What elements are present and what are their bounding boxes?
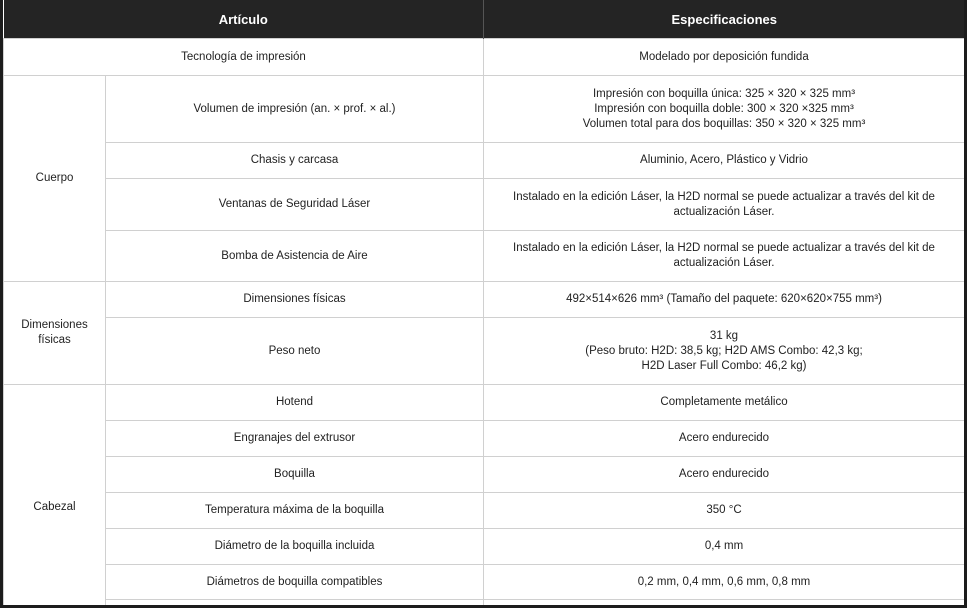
value-line: Instalado en la edición Láser, la H2D normal se puede actualizar a través del kit de: [513, 242, 935, 254]
row-value: Acero endurecido: [484, 421, 965, 457]
value-line: H2D Laser Full Combo: 46,2 kg): [641, 359, 807, 372]
value-line: Instalado en la edición Láser, la H2D normal se puede actualizar a través del kit de: [513, 190, 935, 203]
row-value: Aluminio, Acero, Plástico y Vidrio: [484, 143, 965, 179]
table-row-boquilla: [4, 457, 965, 493]
column-header-spec: Especificaciones: [484, 0, 965, 39]
group-label-dimensiones: [4, 282, 106, 385]
row-value: 0,2 mm, 0,4 mm, 0,6 mm, 0,8 mm: [484, 565, 965, 600]
group-label-cuerpo: Cuerpo: [4, 76, 106, 282]
row-value: 0,4 mm: [484, 529, 965, 565]
row-value: Acero endurecido: [484, 457, 965, 493]
value-line: actualización Láser.: [673, 257, 775, 269]
table-row-ventanas: [4, 179, 965, 231]
row-label: Volumen de impresión (an. × prof. × al.): [106, 76, 484, 143]
row-label: [106, 600, 484, 608]
row-value: [484, 179, 965, 231]
table-row-temperatura: [4, 493, 965, 529]
table-row-bomba: [4, 231, 965, 282]
table-row-hotend: [4, 385, 965, 421]
row-label: Bomba de Asistencia de Aire: [106, 231, 484, 282]
table-row-partial: [4, 600, 965, 608]
table-row-volumen: [4, 76, 965, 143]
row-value: 350 °C: [484, 493, 965, 529]
group-label-line: Dimensiones: [21, 319, 88, 331]
row-label: Boquilla: [106, 457, 484, 493]
value-line: Impresión con boquilla única: 325 × 320 × 325 mm³: [592, 87, 856, 100]
spec-table: [3, 0, 965, 608]
column-header-item: Artículo: [4, 0, 484, 39]
table-row-diametro: [4, 529, 965, 565]
table-row-dimensiones-fisicas: [4, 282, 965, 318]
row-label: Engranajes del extrusor: [106, 421, 484, 457]
row-value: [484, 231, 965, 282]
row-label: Ventanas de Seguridad Láser: [106, 179, 484, 231]
value-line: 31 kg: [709, 329, 739, 342]
table-row-engranajes: [4, 421, 965, 457]
row-value: [484, 318, 965, 385]
row-label: Peso neto: [106, 318, 484, 385]
table-row-chasis: [4, 143, 965, 179]
row-label: Chasis y carcasa: [106, 143, 484, 179]
value-line: actualización Láser.: [673, 205, 775, 218]
value-line: (Peso bruto: H2D: 38,5 kg; H2D AMS Combo: 42,3 kg;: [585, 344, 863, 357]
table-row-peso: [4, 318, 965, 385]
group-label-cabezal: Cabezal: [4, 385, 106, 608]
row-label: Diámetros de boquilla compatibles: [106, 565, 484, 600]
row-label: Tecnología de impresión: [4, 39, 484, 76]
row-value: [484, 600, 965, 608]
table-row-tecnologia: [4, 39, 965, 76]
row-value: [484, 76, 965, 143]
row-label: Diámetro de la boquilla incluida: [106, 529, 484, 565]
group-label-line: físicas: [38, 334, 71, 346]
value-line: Volumen total para dos boquillas: 350 × 320 × 325 mm³: [582, 117, 866, 130]
table-header-row: [4, 0, 965, 39]
row-value: Completamente metálico: [484, 385, 965, 421]
row-value: 492×514×626 mm³ (Tamaño del paquete: 620×620×755 mm³): [484, 282, 965, 318]
table-row-compatibles: [4, 565, 965, 600]
row-label: Dimensiones físicas: [106, 282, 484, 318]
row-label: Hotend: [106, 385, 484, 421]
row-label: Temperatura máxima de la boquilla: [106, 493, 484, 529]
row-value: Modelado por deposición fundida: [484, 39, 965, 76]
value-line: Impresión con boquilla doble: 300 × 320 ×325 mm³: [594, 102, 854, 115]
